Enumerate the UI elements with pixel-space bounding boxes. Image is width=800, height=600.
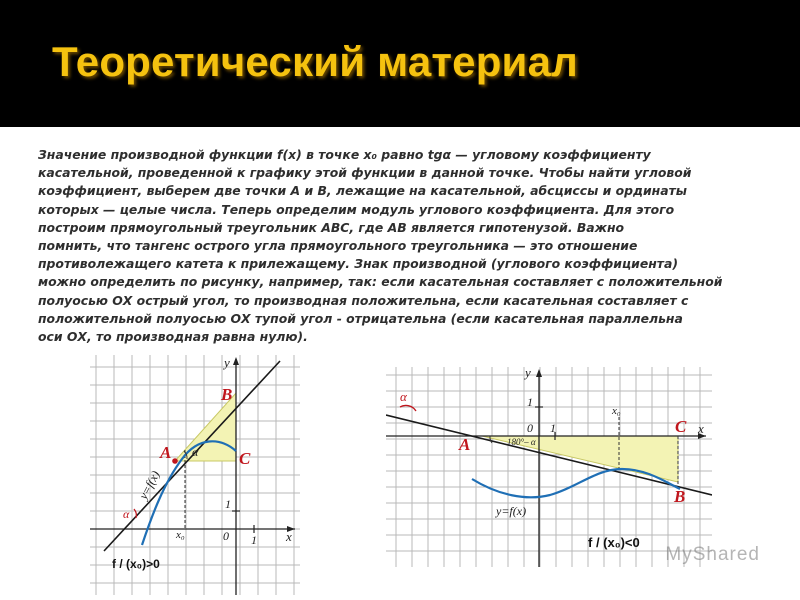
text-line: полуосью ОХ острый угол, то производная положительна, если касательная составляет с bbox=[38, 292, 689, 308]
origin-label: 0 bbox=[223, 529, 229, 543]
one-x-label: 1 bbox=[251, 533, 257, 547]
point-b-label: B bbox=[674, 487, 686, 506]
graph-positive-derivative bbox=[90, 355, 300, 595]
text-line: коэффициент, выберем две точки А и В, лежащие на касательной, абсциссы и ординаты bbox=[38, 183, 687, 199]
text-line: касательной, проведенной к графику этой функции в данной точке. Чтобы найти угловой bbox=[38, 165, 692, 181]
x-axis-label: x bbox=[698, 421, 704, 436]
alpha-arc-left bbox=[400, 405, 416, 411]
derivative-label: f / (x₀)>0 bbox=[112, 557, 160, 571]
point-c-label: C bbox=[239, 449, 251, 468]
text-line: которых — целые числа. Теперь определим модуль углового коэффициента. Для этого bbox=[38, 201, 675, 217]
graph-negative-derivative bbox=[386, 367, 712, 567]
point-c-label: C bbox=[675, 417, 687, 436]
point-a-label: A bbox=[459, 435, 471, 454]
slide-header bbox=[0, 0, 800, 127]
text-line: Значение производной функции f(x) в точке x₀ равно tgα — угловому коэффициенту bbox=[38, 147, 651, 162]
x-axis-label: x bbox=[286, 529, 292, 544]
graph-right-svg bbox=[386, 367, 712, 567]
alpha-label-left: α bbox=[123, 507, 130, 521]
one-y-label: 1 bbox=[527, 395, 533, 409]
point-b-label: B bbox=[221, 385, 233, 404]
watermark: MyShared bbox=[665, 544, 760, 565]
y-axis-arrow bbox=[233, 357, 239, 365]
theory-text bbox=[38, 146, 773, 346]
page-title: Теоретический материал bbox=[52, 38, 579, 85]
origin-label: 0 bbox=[527, 421, 533, 435]
function-curve bbox=[472, 469, 680, 497]
angle-180-label: 180°– α bbox=[507, 437, 536, 447]
alpha-label-left: α bbox=[400, 389, 407, 404]
one-x-label: 1 bbox=[550, 421, 556, 435]
alpha-label-a: α bbox=[192, 445, 199, 459]
text-line: противолежащего катета к прилежащему. Знак производной (углового коэффициента) bbox=[38, 256, 679, 272]
y-axis-label: y bbox=[525, 365, 531, 380]
text-line: положительной полуосью ОХ тупой угол - отрицательна (если касательная параллельна bbox=[38, 310, 683, 326]
point-a-marker bbox=[172, 458, 178, 464]
text-line: оси ОХ, то производная равна нулю). bbox=[38, 329, 308, 345]
y-axis-label: y bbox=[224, 355, 230, 370]
x0-label: x₀ bbox=[612, 405, 621, 417]
text-line: можно определить по рисунку, например, так: если касательная составляет с положительной bbox=[38, 274, 723, 290]
point-a-label: A bbox=[160, 443, 172, 462]
x0-label: x₀ bbox=[176, 529, 185, 541]
y-axis-arrow bbox=[536, 369, 542, 377]
text-line: помнить, что тангенс острого угла прямоугольного треугольника — это отношение bbox=[38, 238, 638, 254]
one-y-label: 1 bbox=[225, 497, 231, 511]
function-label: y=f(x) bbox=[136, 468, 163, 502]
derivative-label: f / (x₀)<0 bbox=[588, 535, 640, 550]
text-line: построим прямоугольный треугольник АВС, где АВ является гипотенузой. Важно bbox=[38, 219, 625, 235]
function-label: y=f(x) bbox=[496, 504, 527, 518]
